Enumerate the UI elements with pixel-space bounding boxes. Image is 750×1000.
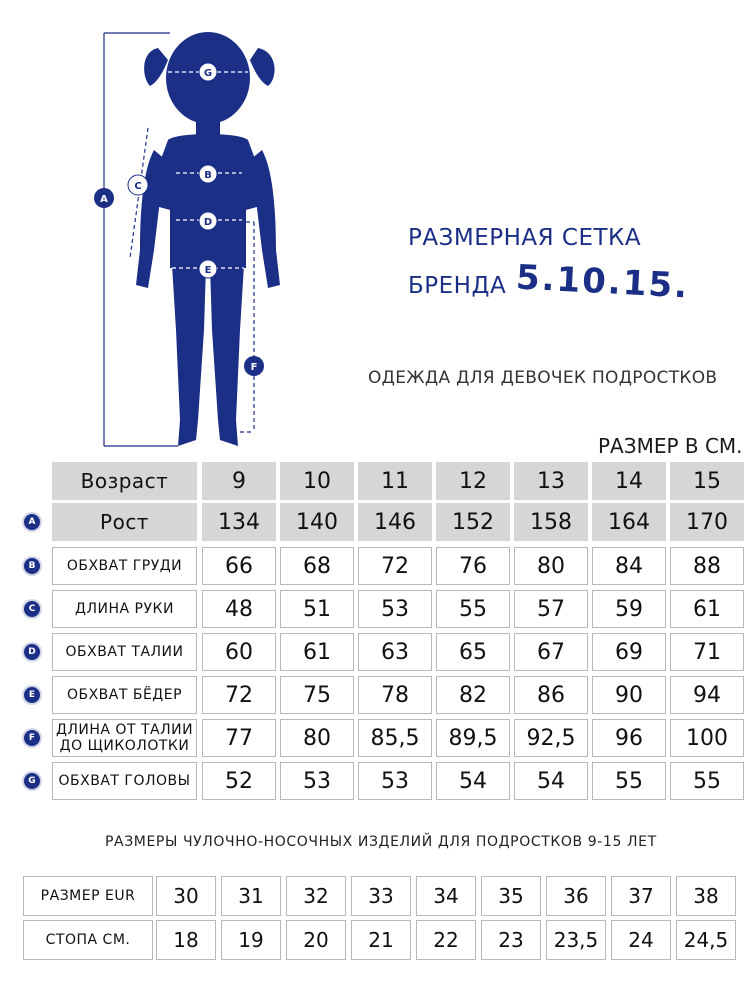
table-cell: 55: [670, 762, 744, 800]
table-cell: 53: [358, 762, 432, 800]
hosiery-cell: 34: [416, 876, 476, 916]
subtitle: ОДЕЖДА ДЛЯ ДЕВОЧЕК ПОДРОСТКОВ: [368, 368, 718, 388]
table-cell: 48: [202, 590, 276, 628]
hosiery-cell: 20: [286, 920, 346, 960]
units-label: РАЗМЕР В СМ.: [598, 434, 743, 458]
age-header-label: Возраст: [52, 462, 197, 500]
table-cell: 152: [436, 503, 510, 541]
row-label: [52, 762, 197, 800]
row-label-text: ОБХВАТ ГРУДИ: [66, 557, 183, 574]
age-header-cell: 12: [436, 462, 510, 500]
chart-title-line1: РАЗМЕРНАЯ СЕТКА: [408, 225, 642, 251]
marker-f: [244, 356, 264, 376]
hosiery-cell: 38: [676, 876, 736, 916]
marker-b: [199, 165, 217, 183]
table-cell: 78: [358, 676, 432, 714]
table-cell: 134: [202, 503, 276, 541]
table-cell: 86: [514, 676, 588, 714]
row-label: [52, 633, 197, 671]
row-marker-icon: F: [24, 730, 40, 746]
table-cell: 88: [670, 547, 744, 585]
row-label-text: ДЛИНА РУКИ: [75, 600, 174, 617]
table-cell: 60: [202, 633, 276, 671]
table-cell: 76: [436, 547, 510, 585]
table-cell: 72: [358, 547, 432, 585]
row-label-text: ОБХВАТ ГОЛОВЫ: [58, 772, 191, 789]
row-label: [52, 676, 197, 714]
hosiery-cell: 22: [416, 920, 476, 960]
hosiery-title: РАЗМЕРЫ ЧУЛОЧНО-НОСОЧНЫХ ИЗДЕЛИЙ ДЛЯ ПОДРОСТКОВ 9-15 ЛЕТ: [105, 834, 657, 850]
table-cell: 65: [436, 633, 510, 671]
table-cell: 85,5: [358, 719, 432, 757]
table-cell: 100: [670, 719, 744, 757]
marker-a: [94, 188, 114, 208]
marker-e: [199, 260, 217, 278]
table-cell: 146: [358, 503, 432, 541]
table-cell: 53: [358, 590, 432, 628]
table-cell: 69: [592, 633, 666, 671]
table-cell: 59: [592, 590, 666, 628]
girl-silhouette: [136, 32, 280, 446]
table-cell: 80: [280, 719, 354, 757]
svg-text:C: C: [134, 181, 142, 192]
table-cell: 55: [436, 590, 510, 628]
table-cell: 75: [280, 676, 354, 714]
age-header-cell: 10: [280, 462, 354, 500]
table-cell: 53: [280, 762, 354, 800]
age-header-cell: 14: [592, 462, 666, 500]
marker-d: [199, 212, 217, 230]
hosiery-cell: 30: [156, 876, 216, 916]
table-cell: 89,5: [436, 719, 510, 757]
hosiery-cell: 21: [351, 920, 411, 960]
marker-c: [128, 175, 148, 195]
row-label-text-line2: ДО ЩИКОЛОТКИ: [59, 738, 190, 754]
svg-text:D: D: [203, 217, 213, 228]
hosiery-cell: 35: [481, 876, 541, 916]
table-cell: 54: [436, 762, 510, 800]
hosiery-row-label: РАЗМЕР EUR: [23, 876, 153, 916]
row-label: [52, 719, 197, 757]
row-marker-icon: D: [24, 644, 40, 660]
age-header-cell: 13: [514, 462, 588, 500]
table-cell: 90: [592, 676, 666, 714]
age-header-cell: 9: [202, 462, 276, 500]
row-label-text: ОБХВАТ ТАЛИИ: [65, 643, 184, 660]
table-cell: 80: [514, 547, 588, 585]
hosiery-cell: 19: [221, 920, 281, 960]
row-label-text: Рост: [100, 509, 149, 534]
table-cell: 96: [592, 719, 666, 757]
table-cell: 57: [514, 590, 588, 628]
chart-title-brand-prefix: БРЕНДА: [408, 273, 507, 299]
table-cell: 77: [202, 719, 276, 757]
table-cell: 72: [202, 676, 276, 714]
svg-text:E: E: [204, 265, 212, 276]
hosiery-cell: 36: [546, 876, 606, 916]
hosiery-cell: 24,5: [676, 920, 736, 960]
age-header-cell: 11: [358, 462, 432, 500]
table-cell: 92,5: [514, 719, 588, 757]
hosiery-cell: 31: [221, 876, 281, 916]
row-marker-icon: E: [24, 687, 40, 703]
table-cell: 61: [670, 590, 744, 628]
row-marker-icon: C: [24, 601, 40, 617]
table-cell: 55: [592, 762, 666, 800]
table-cell: 94: [670, 676, 744, 714]
table-cell: 52: [202, 762, 276, 800]
table-cell: 164: [592, 503, 666, 541]
row-label-text: ДЛИНА ОТ ТАЛИИ: [55, 721, 194, 738]
row-label: [52, 503, 197, 541]
hosiery-cell: 18: [156, 920, 216, 960]
measurement-figure: [0, 0, 330, 460]
hosiery-row-label: СТОПА СМ.: [23, 920, 153, 960]
table-cell: 51: [280, 590, 354, 628]
row-label: [52, 547, 197, 585]
hosiery-cell: 33: [351, 876, 411, 916]
age-header-cell: 15: [670, 462, 744, 500]
row-marker-icon: G: [24, 773, 40, 789]
row-marker-icon: B: [24, 558, 40, 574]
table-cell: 82: [436, 676, 510, 714]
svg-text:B: B: [204, 170, 212, 181]
row-marker-icon: A: [24, 514, 40, 530]
table-cell: 63: [358, 633, 432, 671]
table-cell: 61: [280, 633, 354, 671]
table-cell: 170: [670, 503, 744, 541]
chart-title-line2: [408, 257, 691, 307]
hosiery-cell: 24: [611, 920, 671, 960]
svg-text:G: G: [203, 68, 213, 79]
table-cell: 54: [514, 762, 588, 800]
table-cell: 140: [280, 503, 354, 541]
row-label-text: ОБХВАТ БЁДЕР: [66, 686, 183, 703]
hosiery-cell: 32: [286, 876, 346, 916]
table-cell: 67: [514, 633, 588, 671]
hosiery-cell: 23: [481, 920, 541, 960]
brand-logo: 5.10.15.: [515, 257, 691, 307]
hosiery-cell: 23,5: [546, 920, 606, 960]
table-cell: 84: [592, 547, 666, 585]
table-cell: 68: [280, 547, 354, 585]
table-cell: 66: [202, 547, 276, 585]
svg-text:A: A: [100, 194, 108, 205]
table-cell: 71: [670, 633, 744, 671]
marker-g: [199, 63, 217, 81]
table-cell: 158: [514, 503, 588, 541]
hosiery-cell: 37: [611, 876, 671, 916]
svg-text:F: F: [250, 362, 258, 373]
row-label: [52, 590, 197, 628]
